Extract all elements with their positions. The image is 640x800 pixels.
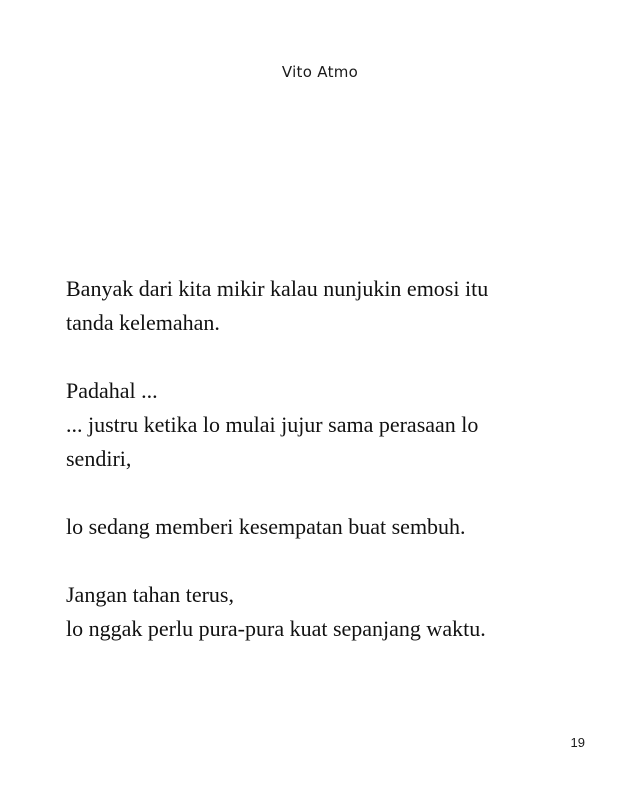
text-line: Banyak dari kita mikir kalau nunjukin emosi itu [66, 276, 489, 301]
text-line: sendiri, [66, 446, 132, 471]
text-line: Padahal ... [66, 378, 158, 403]
stanza-1 [66, 272, 586, 340]
text-line: ... justru ketika lo mulai jujur sama perasaan lo [66, 412, 479, 437]
page-body [66, 272, 586, 646]
stanza-4 [66, 578, 586, 646]
stanza-2 [66, 374, 586, 476]
text-line: lo sedang memberi kesempatan buat sembuh. [66, 514, 466, 539]
text-line: Jangan tahan terus, [66, 582, 234, 607]
text-line: lo nggak perlu pura-pura kuat sepanjang waktu. [66, 616, 486, 641]
page-number: 19 [570, 735, 585, 750]
running-header-author: Vito Atmo [281, 63, 359, 81]
stanza-3 [66, 510, 586, 544]
text-line: tanda kelemahan. [66, 310, 220, 335]
